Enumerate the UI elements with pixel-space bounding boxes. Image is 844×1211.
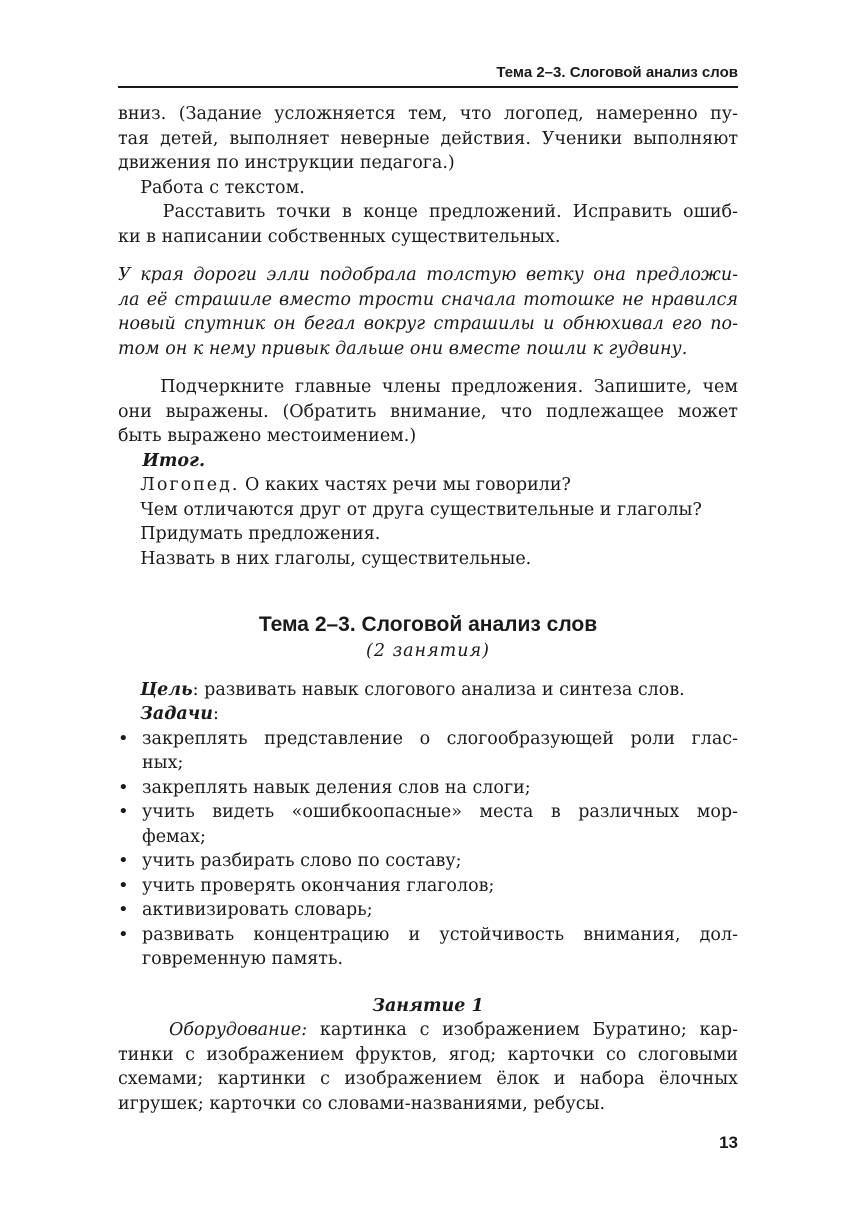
tasks-colon: : — [212, 704, 219, 724]
task-line — [118, 547, 738, 572]
equipment-text: картинка с изображением Буратино; кар- — [307, 1020, 738, 1040]
text-line — [118, 1018, 738, 1043]
list-item-line: • активизировать словарь; — [142, 900, 373, 920]
intro-paragraph — [118, 102, 738, 176]
page-body — [118, 102, 738, 1116]
topic-subtitle: (2 занятия) — [366, 641, 490, 661]
question-text: О каких частях речи мы говорили? — [245, 475, 571, 495]
list-item — [118, 874, 738, 899]
list-item-line: фемах; — [142, 826, 206, 847]
list-item-line: • учить разбирать слово по составу; — [142, 851, 462, 871]
list-item-line: • закреплять представление о слогообразующей роли глас- — [142, 728, 738, 749]
text-line: вниз. (Задание усложняется тем, что логопед, намеренно пу- — [118, 104, 738, 124]
text-line — [118, 200, 738, 225]
text-line: тинки с изображением фруктов, ягод; карточки со слоговыми — [118, 1044, 738, 1065]
work-with-text-line — [118, 176, 738, 201]
speaker-label: Логопед. — [140, 475, 240, 495]
exercise-text — [118, 263, 738, 361]
question-line — [118, 498, 738, 523]
text-line: они выражены. (Обратить внимание, что подлежащее может — [118, 401, 738, 422]
list-item — [118, 898, 738, 923]
lesson-title: Занятие 1 — [372, 995, 484, 1016]
text-line — [118, 375, 738, 400]
task-text: Придумать предложения. — [140, 524, 381, 544]
question-line — [118, 473, 738, 498]
equipment-label: Оборудование: — [168, 1020, 308, 1040]
page-number: 13 — [719, 1133, 738, 1152]
running-header: Тема 2–3. Слоговой анализ слов — [496, 64, 738, 81]
text-line-content: Подчеркните главные члены предложения. Запишите, чем — [160, 377, 738, 397]
tasks-list — [118, 727, 738, 972]
goal-line — [118, 678, 738, 703]
exercise-line: У края дороги элли подобрала толстую ветку она предложи- — [118, 265, 738, 285]
list-item — [118, 727, 738, 776]
text-line-content: Расставить точки в конце предложений. Исправить ошиб- — [162, 202, 738, 222]
work-with-text: Работа с текстом. — [140, 177, 305, 198]
list-item — [118, 800, 738, 849]
equipment-paragraph — [118, 1018, 738, 1116]
list-item-line: • развивать концентрацию и устойчивость внимания, дол- — [142, 924, 738, 945]
goal-text: : развивать навык слогового анализа и синтеза слов. — [192, 679, 685, 700]
list-item-line: • учить видеть «ошибкоопасные» места в различных мор- — [142, 802, 738, 822]
list-item — [118, 776, 738, 801]
list-item-line: ных; — [142, 753, 184, 773]
text-line: ки в написании собственных существительных. — [118, 226, 561, 247]
question-text: Чем отличаются друг от друга существительные и глаголы? — [140, 499, 702, 520]
task-text: Назвать в них глаголы, существительные. — [140, 548, 532, 569]
task-line — [118, 522, 738, 547]
exercise-line: том он к нему привык дальше они вместе пошли к гудвину. — [118, 338, 688, 359]
list-item-line: • закреплять навык деления слов на слоги; — [142, 777, 531, 798]
tasks-line — [118, 702, 738, 727]
text-line: быть выражено местоимением.) — [118, 426, 417, 446]
summary-label-text: Итог. — [142, 450, 206, 471]
text-line: схемами; картинки с изображением ёлок и набора ёлочных — [118, 1069, 738, 1089]
topic-title: Тема 2–3. Слоговой анализ слов — [258, 613, 598, 636]
list-item — [118, 923, 738, 972]
list-item — [118, 849, 738, 874]
after-text-paragraph — [118, 375, 738, 449]
text-line: игрушек; карточки со словами-названиями, ребусы. — [118, 1093, 606, 1114]
summary-label — [118, 449, 738, 474]
task-paragraph — [118, 200, 738, 249]
tasks-label: Задачи — [140, 704, 213, 724]
goal-label: Цель — [140, 679, 193, 700]
list-item-line: говременную память. — [142, 949, 344, 969]
header-rule — [118, 86, 738, 88]
exercise-line: новый спутник он бегал вокруг страшилы и обнюхивал его по- — [118, 314, 738, 334]
exercise-line: ла её страшиле вместо трости сначала тотошке не нравился — [118, 289, 738, 310]
text-line: тая детей, выполняет неверные действия. Ученики выполняют — [118, 128, 738, 149]
list-item-line: • учить проверять окончания глаголов; — [142, 875, 495, 896]
text-line: движения по инструкции педагога.) — [118, 153, 455, 173]
